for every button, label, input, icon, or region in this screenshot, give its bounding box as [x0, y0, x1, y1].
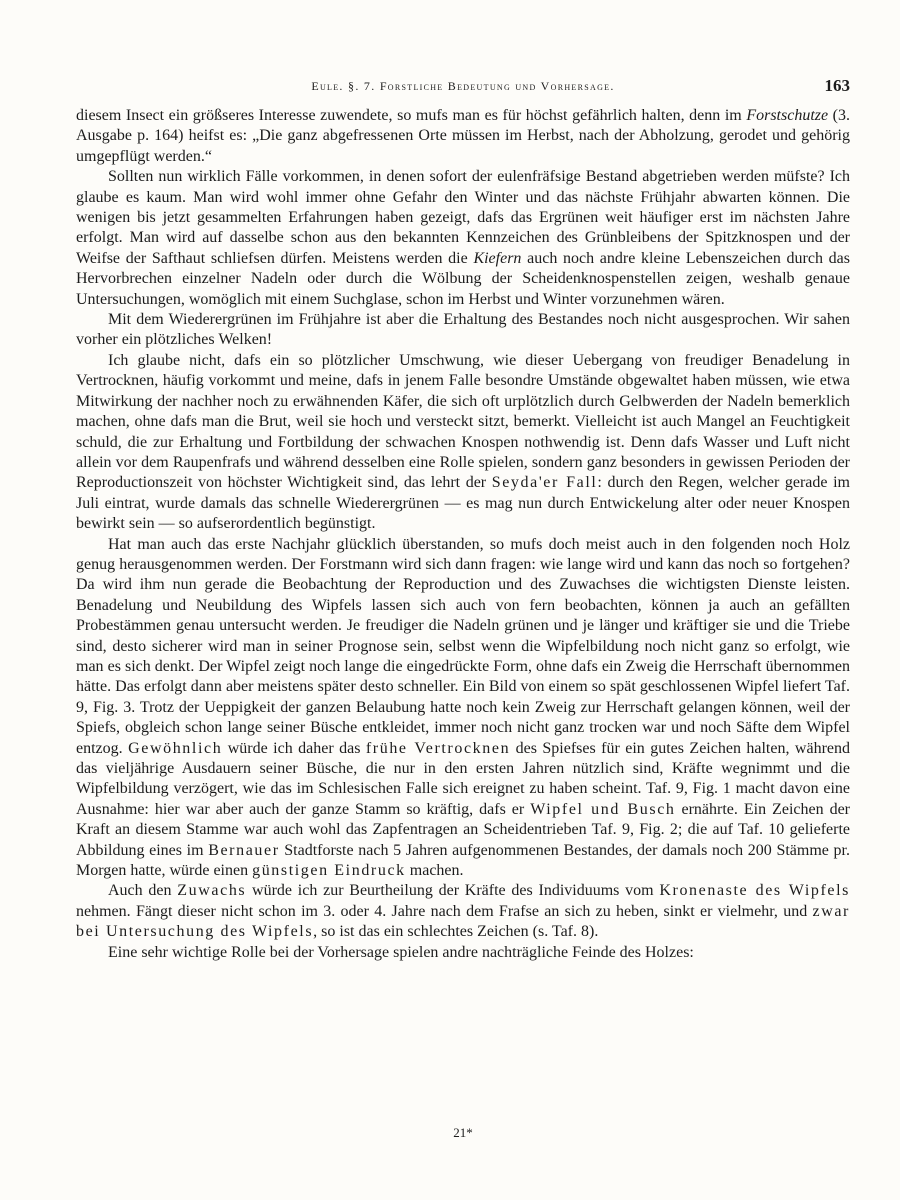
text-run: Ich glaube nicht, dafs ein so plötzlicher Umschwung, wie dieser Uebergang von freudiger Benadelung in Vertrocknen, häufig vorkommt und meine, dafs in jenem Falle besondre Umstände obgewaltet haben müssen, wie etwa Mitwirkung der nachher noch zu erwähnenden Käfer, die sich oft urplötzlich durch Gelbwerden der Nadeln bemerklich machen, ohne dafs man die Brut, weil sie hoch und versteckt sitzt, bemerkt. Vielleicht ist auch Mangel an Feuchtigkeit schuld, die zur Erhaltung und Fortbildung der schwachen Knospen nothwendig ist. Denn dafs Wasser und Luft nicht allein vor dem Raupenfrafs und während desselben eine Rolle spielen, sondern ganz besonders in gewissen Perioden der Reproductionszeit von höchster Wichtigkeit sind, das lehrt der — [76, 351, 850, 492]
text-run: Mit dem Wiederergrünen im Frühjahre ist aber die Erhaltung des Bestandes noch nicht ausgesprochen. Wir sahen vorher ein plötzliches Welken! — [76, 311, 850, 349]
text-run: diesem Insect ein größseres Interesse zuwendete, so mufs man es für höchst gefährlich halten, denn im — [76, 107, 747, 124]
text-run: nehmen. Fängt dieser nicht schon im 3. oder 4. Jahre nach dem Frafse an sich zu heben, sinkt er vielmehr, und — [76, 902, 813, 920]
text-run: Auch den — [108, 882, 178, 900]
text-run: machen. — [405, 862, 464, 880]
spaced-emphasis: Kronenaste des Wipfels — [659, 882, 851, 900]
spaced-emphasis: zwar bei Untersuchung des Wipfels — [76, 902, 850, 941]
text-run: Stadtforste nach 5 Jahren aufgenommenen Bestandes, der damals noch 200 Stämme pr. Morgen hatte, würde einen — [76, 841, 851, 880]
spaced-emphasis: Zuwachs — [177, 882, 247, 900]
text-run: : durch den Regen, welcher gerade im Juli eintrat, wurde damals das schnelle Wiederergrünen — es mag nun durch Entwickelung alter oder neuer Knospen bewirkt sein — so aufserordentlich begünstigt. — [76, 474, 850, 533]
spaced-emphasis: frühe Vertrocknen — [365, 739, 511, 757]
text-run: auch noch andre kleine Lebenszeichen durch das Hervorbrechen einzelner Nadeln oder durch die Wölbung der Scheidenknospenstellen zeigen, weshalb genaue Untersuchungen, womöglich mit einem Suchglase, schon im Herbst und Winter vorzunehmen wären. — [76, 249, 850, 308]
printer-signature: 21* — [453, 1125, 473, 1140]
paragraph — [76, 167, 850, 310]
paragraph — [76, 310, 850, 351]
spaced-emphasis: Gewöhnlich — [128, 739, 223, 757]
paragraph — [76, 881, 850, 942]
text-run: würde ich zur Beurtheilung der Kräfte des Individuums vom — [246, 882, 660, 900]
paragraph — [76, 535, 850, 882]
text-run: würde ich daher das — [222, 739, 366, 757]
spaced-emphasis: Seyda'er Fall — [491, 474, 598, 492]
paragraph — [76, 351, 850, 535]
text-run: Hat man auch das erste Nachjahr glücklich überstanden, so mufs doch meist auch in den folgenden noch Holz genug herausgenommen werden. Der Forstmann wird sich dann fragen: wie lange wird und kann das noch so fortgehen? Da wird ihm nun gerade die Beobachtung der Reproduction und des Zuwachses die wichtigsten Dienste leisten. Benadelung und Neubildung des Wipfels lassen sich auch von fern beobachten, können ja auch an gefällten Probestämmen genau untersucht werden. Je freudiger die Nadeln grünen und je länger und kräftiger sie und die Triebe sind, desto sicherer wird man in seiner Prognose sein, selbst wenn die Wipfelbildung noch nicht ganz so erfolgt, wie man es sich denkt. Der Wipfel zeigt noch lange die eingedrückte Form, ohne dafs ein Zweig die Herrschaft übernommen hätte. Das erfolgt dann aber meistens später desto schneller. Ein Bild von einem so spät geschlossenen Wipfel liefert Taf. 9, Fig. 3. Trotz der Ueppigkeit der ganzen Belaubung hatte noch kein Zweig zur Herrschaft gelangen können, weil der Spiefs, obgleich schon lange seiner Büsche entkleidet, immer noch nicht ganz trocken war und noch Säfte dem Wipfel entzog. — [76, 535, 850, 757]
paragraph — [76, 943, 850, 963]
text-run: Eine sehr wichtige Rolle bei der Vorhersage spielen andre nachträgliche Feinde des Holzes: — [108, 943, 694, 961]
body-text — [76, 106, 850, 963]
text-run: (3. Ausgabe p. 164) heifst es: „Die ganz abgefressenen Orte müssen im Herbst, nach der Abholzung, gerodet und gehörig umgepflügt werden.“ — [76, 107, 850, 165]
running-title: Eule. §. 7. Forstliche Bedeutung und Vorhersage. — [311, 79, 615, 93]
spaced-emphasis: Wipfel und Busch — [530, 800, 676, 818]
page-number: 163 — [824, 76, 850, 95]
text-run: , so ist das ein schlechtes Zeichen (s. Taf. 8). — [313, 923, 599, 941]
spaced-emphasis: Bernauer — [208, 841, 280, 859]
text-run: ernährte. Ein Zeichen der Kraft an diesem Stamme war auch wohl das Zapfentragen an Scheidentrieben Taf. 9, Fig. 2; die auf Taf. 10 gelieferte Abbildung eines im — [76, 800, 851, 859]
spaced-emphasis: günstigen Eindruck — [252, 862, 406, 880]
italic-text: Kiefern — [473, 249, 522, 267]
paragraph — [76, 106, 850, 167]
italic-text: Forstschutze — [746, 107, 829, 124]
running-head — [76, 76, 850, 98]
text-run: Sollten nun wirklich Fälle vorkommen, in denen sofort der eulenfräfsige Bestand abgetrieben werden müfste? Ich glaube es kaum. Man wird wohl immer ohne Gefahr den Winter und das nächste Frühjahr abwarten können. Die wenigen bis jetzt gesammelten Erfahrungen haben gezeigt, dafs das Ergrünen weit häufiger erst im nächsten Jahre erfolgt. Man wird auf dasselbe schon aus den bekannten Kennzeichen des Grünbleibens der Spitzknospen und der Weifse der Safthaut schliefsen dürfen. Meistens werden die — [76, 168, 850, 267]
text-run: des Spiefses für ein gutes Zeichen halten, während das vieljährige Ausdauern seiner Büsche, die nur in den ersten Jahren nützlich sind, Kräfte wegnimmt und die Wipfelbildung verzögert, wie das im Schlesischen Falle sich ereignet zu haben scheint. Taf. 9, Fig. 1 macht davon eine Ausnahme: hier war aber auch der ganze Stamm so kräftig, dafs er — [76, 739, 850, 818]
